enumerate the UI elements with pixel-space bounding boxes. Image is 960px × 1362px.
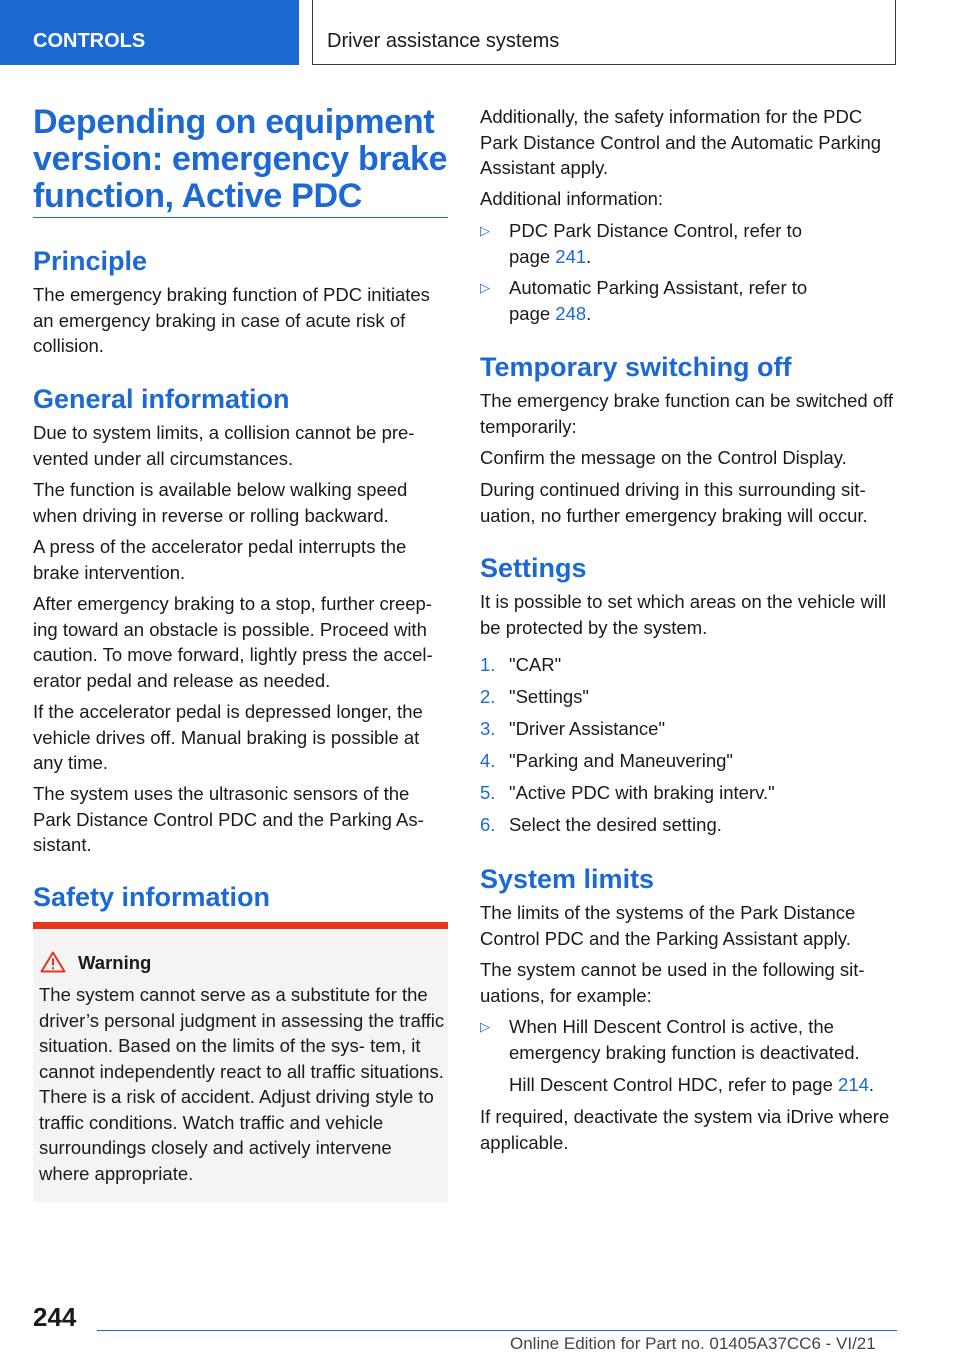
warning-bar bbox=[33, 922, 448, 929]
list-item bbox=[480, 777, 900, 809]
general-paragraph-5: If the accelerator pedal is depressed longer, the vehicle drives off. Manual braking is possible at any time. bbox=[33, 701, 423, 773]
principle-text: The emergency braking function of PDC initiates an emergency braking in case of acute risk of collision. bbox=[33, 284, 430, 356]
hdc-reference-text: Hill Descent Control HDC, refer to page bbox=[509, 1074, 839, 1095]
page-prefix: page bbox=[509, 245, 556, 267]
limits-heading: System limits bbox=[480, 864, 655, 894]
page-title: Depending on equipment version: emergency brake function, Active PDC bbox=[33, 103, 448, 215]
step-number: 2. bbox=[480, 686, 496, 707]
general-paragraph-3: A press of the accelerator pedal interrupts the brake intervention. bbox=[33, 536, 407, 583]
step-number: 1. bbox=[480, 654, 496, 675]
page-link-241[interactable]: 241 bbox=[555, 245, 587, 267]
limits-paragraph-1: The limits of the systems of the Park Distance Control PDC and the Parking Assistant apply. bbox=[480, 902, 856, 949]
section-tab: CONTROLS bbox=[0, 0, 299, 65]
punctuation: . bbox=[586, 245, 592, 267]
temporary-heading: Temporary switching off bbox=[480, 352, 792, 382]
triangle-right-icon: ▷ bbox=[480, 223, 490, 238]
step-text: "Active PDC with braking interv." bbox=[509, 782, 775, 803]
triangle-right-icon: ▷ bbox=[480, 1019, 490, 1034]
page-prefix: page bbox=[509, 302, 556, 324]
page-link-248[interactable]: 248 bbox=[555, 302, 587, 324]
step-text: "CAR" bbox=[509, 654, 562, 675]
warning-triangle-icon bbox=[40, 951, 66, 973]
page-number: 244 bbox=[33, 1302, 77, 1332]
safety-intro: Additionally, the safety information for the PDC Park Distance Control and the Automatic Parking Assistant apply. bbox=[480, 106, 882, 178]
triangle-right-icon: ▷ bbox=[480, 280, 490, 295]
step-text: "Parking and Maneuvering" bbox=[509, 750, 733, 771]
general-paragraph-2: The function is available below walking speed when driving in reverse or rolling backward. bbox=[33, 479, 408, 526]
step-number: 5. bbox=[480, 782, 496, 803]
general-paragraph-1: Due to system limits, a collision cannot be pre‐ vented under all circumstances. bbox=[33, 422, 415, 469]
warning-title: Warning bbox=[78, 952, 152, 973]
settings-steps bbox=[480, 649, 900, 841]
step-text: "Driver Assistance" bbox=[509, 718, 666, 739]
reference-text: Automatic Parking Assistant, refer to bbox=[509, 277, 808, 298]
reference-item bbox=[480, 275, 900, 326]
chapter-title: Driver assistance systems bbox=[312, 0, 896, 65]
limits-bullet bbox=[480, 1014, 900, 1065]
step-number: 3. bbox=[480, 718, 496, 739]
additional-info-label: Additional information: bbox=[480, 188, 664, 209]
list-item bbox=[480, 745, 900, 777]
general-paragraph-6: The system uses the ultrasonic sensors of the Park Distance Control PDC and the Parking As‐ sistant. bbox=[33, 783, 424, 855]
page-link-214[interactable]: 214 bbox=[838, 1074, 869, 1095]
safety-heading: Safety information bbox=[33, 882, 271, 912]
warning-text: The system cannot serve as a substitute for the driver’s personal judgment in assessing the traffic situation. Based on the limits of the sys‐ tem, it cannot independently react to all traffic situations. There is a risk of accident. Adjust driving style to traffic conditions. Watch traffic and vehicle surroundings closely and actively intervene where appropriate. bbox=[39, 984, 445, 1184]
reference-item bbox=[480, 218, 900, 269]
list-item bbox=[480, 713, 900, 745]
principle-heading: Principle bbox=[33, 246, 148, 276]
settings-text: It is possible to set which areas on the vehicle will be protected by the system. bbox=[480, 591, 887, 638]
temporary-paragraph-3: During continued driving in this surrounding sit‐ uation, no further emergency braking will occur. bbox=[480, 479, 868, 526]
reference-text: PDC Park Distance Control, refer to bbox=[509, 220, 803, 241]
title-divider bbox=[33, 217, 448, 218]
list-item bbox=[480, 809, 900, 841]
settings-heading: Settings bbox=[480, 553, 587, 583]
step-text: "Settings" bbox=[509, 686, 589, 707]
limits-paragraph-3: If required, deactivate the system via iDrive where applicable. bbox=[480, 1106, 890, 1153]
step-number: 6. bbox=[480, 814, 496, 835]
hdc-reference bbox=[509, 1072, 899, 1098]
limits-paragraph-2: The system cannot be used in the following sit‐ uations, for example: bbox=[480, 959, 865, 1006]
temporary-paragraph-2: Confirm the message on the Control Display. bbox=[480, 447, 847, 468]
limits-bullet-text: When Hill Descent Control is active, the emergency braking function is deactivated. bbox=[509, 1016, 860, 1063]
list-item bbox=[480, 649, 900, 681]
temporary-paragraph-1: The emergency brake function can be switched off temporarily: bbox=[480, 390, 894, 437]
step-text: Select the desired setting. bbox=[509, 814, 722, 835]
step-number: 4. bbox=[480, 750, 496, 771]
punctuation: . bbox=[868, 1074, 875, 1095]
general-paragraph-4: After emergency braking to a stop, further creep‐ ing toward an obstacle is possible. Proceed with caution. To move forward, lightly press the accel‐ erator pedal and release as needed. bbox=[33, 593, 433, 691]
general-heading: General information bbox=[33, 384, 290, 414]
edition-info: Online Edition for Part no. 01405A37CC6 - VI/21 bbox=[510, 1334, 876, 1353]
punctuation: . bbox=[586, 302, 592, 324]
list-item bbox=[480, 681, 900, 713]
